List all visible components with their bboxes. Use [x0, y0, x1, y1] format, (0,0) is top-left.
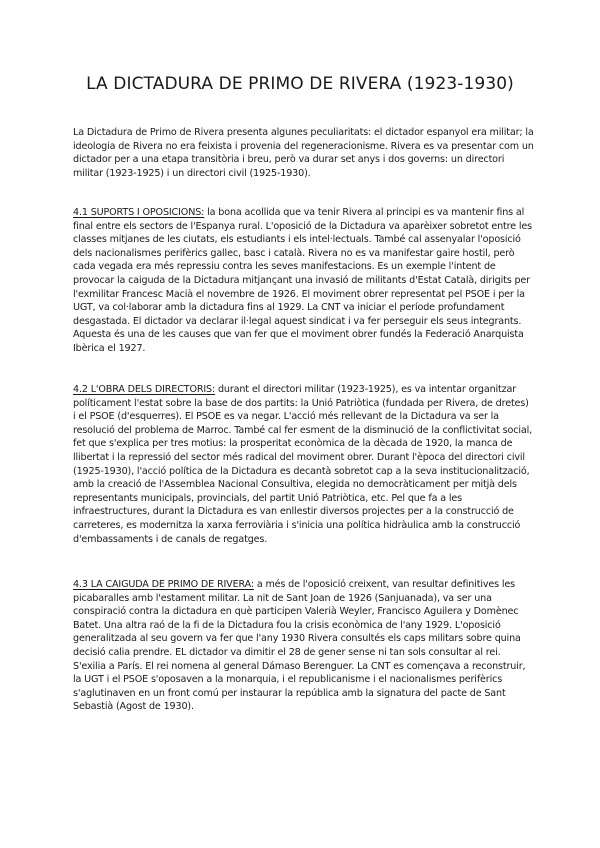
section-text: durant el directori militar (1923-1925), es va intentar organitzar políticament l'estat sobre la base de dos partits: la Unió Patriòtica (fundada per Rivera, de dretes) i el PSOE (d'esquerres). El PSOE es va negar. L'acció més rellevant de la Dictadura va ser la resolució del problema de Marroc. També cal fer esment de la disminució de la conflictivitat social, fet que s'explica per tres motius: la prosperitat econòmica de la dècada de 1920, la manca de llibertat i la repressió del sector més radical del moviment obrer. Durant l'època del directori civil (1925-1930), l'acció política de la Dictadura es decantà sobretot cap a la seva institucionalització, amb la creació de l'Assemblea Nacional Consultiva, elegida no democràticament per mitjà dels representants municipals, provincials, del partit Unió Patriòtica, etc. Pel que fa a les infraestructures, durant la Dictadura es van enllestir diversos projectes per a la construcció de carreteres, es modernitza la xarxa ferroviària i s'inicia una política hidràulica amb la construcció d'embassaments i de canals de regatges.: [73, 384, 532, 545]
section-caiguda-primo-rivera: [73, 578, 534, 714]
section-obra-directoris: [73, 383, 534, 546]
section-suports-oposicions: [73, 206, 534, 356]
section-text: a més de l'oposició creixent, van resultar definitives les picabaralles amb l'estament militar. La nit de Sant Joan de 1926 (Sanjuanada), va ser una conspiració contra la dictadura en què participen Valerià Weyler, Francisco Aguilera y Domènec Batet. Una altra raó de la fi de la Dictadura fou la crisis econòmica de l'any 1929. L'oposició generalitzada al seu govern va fer que l'any 1930 Rivera consultés els caps militars sobre quina decisió calia prendre. EL dictador va dimitir el 28 de gener sense ni tan sols consultar al rei. S'exilia a París. El rei nomena al general Dámaso Berenguer. La CNT es començava a reconstruir, la UGT i el PSOE s'oposaven a la monarquia, i el republicanisme i el nacionalismes perifèrics s'aglutinaven en un front comú per instaurar la república amb la signatura del pacte de Sant Sebastià (Agost de 1930).: [73, 579, 526, 713]
section-heading: 4.2 L'OBRA DELS DIRECTORIS:: [73, 384, 216, 395]
section-heading: 4.3 LA CAIGUDA DE PRIMO DE RIVERA:: [73, 579, 254, 590]
intro-paragraph: La Dictadura de Primo de Rivera presenta algunes peculiaritats: el dictador espanyol era militar; la ideologia de Rivera no era feixista i provenia del regeneracionisme. Rivera es va presentar com un dictador per a una etapa transitòria i breu, però va durar set anys i dos governs: un directori militar (1923-1925) i un directori civil (1925-1930).: [73, 127, 534, 179]
section-heading: 4.1 SUPORTS I OPOSICIONS:: [73, 207, 205, 218]
section-text: la bona acollida que va tenir Rivera al principi es va mantenir fins al final entre els sectors de l'Espanya rural. L'oposició de la Dictadura va aparèixer sobretot entre les classes mitjanes de les ciutats, els estudiants i els intel·lectuals. També cal assenyalar l'oposició dels nacionalismes perifèrics gallec, basc i català. Rivera no es va manifestar gaire hostil, però cada vegada era més repressiu contra les seves manifestacions. Es un exemple l'intent de provocar la caiguda de la Dictadura mitjançant una invasió de militants d'Estat Català, dirigits per l'exmilitar Francesc Macià el novembre de 1926. El moviment obrer representat pel PSOE i per la UGT, va col·laborar amb la dictadura fins al 1929. La CNT va iniciar el període profundament desgastada. El dictador va declarar il·legal aquest sindicat i va fer perseguir els seus integrants. Aquesta és una de les causes que van fer que el moviment obrer fundés la Federació Anarquista Ibèrica el 1927.: [73, 207, 532, 354]
document-title: LA DICTADURA DE PRIMO DE RIVERA (1923-1930): [86, 74, 514, 94]
